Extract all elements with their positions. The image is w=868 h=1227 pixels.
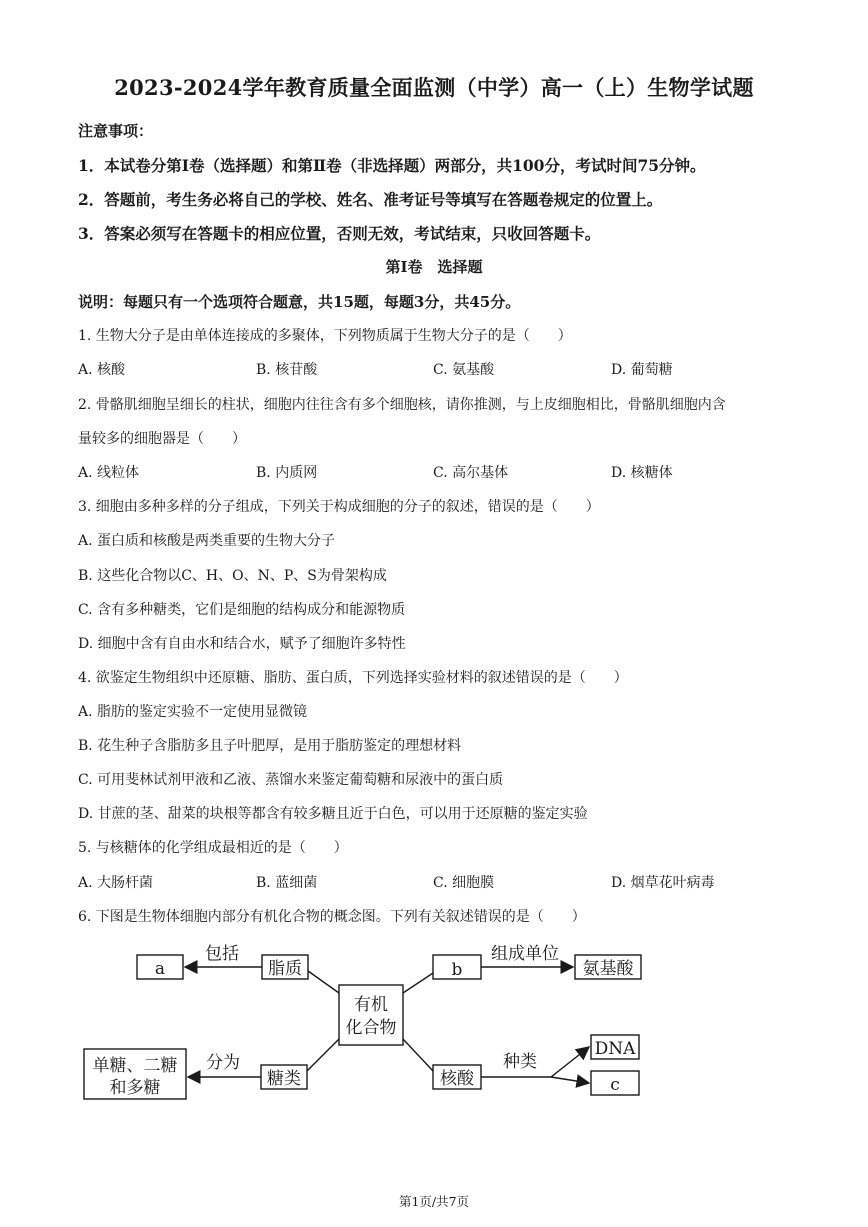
- section-description: 说明：每题只有一个选项符合题意，共15题，每题3分，共45分。: [78, 293, 521, 311]
- question-1-option-b: B. 核苷酸: [256, 362, 318, 378]
- question-1-option-d: D. 葡萄糖: [611, 362, 673, 378]
- question-4-option-b: B. 花生种子含脂肪多且子叶肥厚，是用于脂肪鉴定的理想材料: [78, 738, 462, 754]
- question-1-option-a: A. 核酸: [78, 362, 126, 378]
- question-5-option-b: B. 蓝细菌: [256, 875, 318, 891]
- notice-item: 3．答案必须写在答题卡的相应位置，否则无效，考试结束，只收回答题卡。: [78, 224, 601, 243]
- c-label: c: [610, 1075, 620, 1095]
- connector-b: [403, 973, 433, 993]
- question-4-option-c: C. 可用斐林试剂甲液和乙液、蒸馏水来鉴定葡萄糖和尿液中的蛋白质: [78, 772, 504, 788]
- lipid-target-label: a: [154, 959, 166, 979]
- dna-label: DNA: [594, 1039, 636, 1059]
- nucleic-label: 核酸: [440, 1069, 474, 1089]
- question-6-stem: 6. 下图是生物体细胞内部分有机化合物的概念图。下列有关叙述错误的是（ ）: [78, 909, 586, 925]
- page-footer: 第1页/共7页: [398, 1194, 470, 1209]
- concept-diagram: [75, 935, 675, 1115]
- question-2-option-a: A. 线粒体: [78, 465, 140, 481]
- question-4-option-d: D. 甘蔗的茎、甜菜的块根等都含有较多糖且近于白色，可以用于还原糖的鉴定实验: [78, 806, 588, 822]
- question-4-option-a: A. 脂肪的鉴定实验不一定使用显微镜: [78, 704, 308, 720]
- lipid-label: 脂质: [268, 959, 302, 979]
- question-4-stem: 4. 欲鉴定生物组织中还原糖、脂肪、蛋白质，下列选择实验材料的叙述错误的是（ ）: [78, 670, 628, 686]
- exam-title: 2023-2024学年教育质量全面监测（中学）高一（上）生物学试题: [114, 75, 754, 100]
- question-3-option-a: A. 蛋白质和核酸是两类重要的生物大分子: [78, 533, 336, 549]
- question-3-option-c: C. 含有多种糖类，它们是细胞的结构成分和能源物质: [78, 602, 406, 618]
- question-3-option-d: D. 细胞中含有自由水和结合水，赋予了细胞许多特性: [78, 636, 406, 652]
- question-2-option-b: B. 内质网: [256, 465, 318, 481]
- question-3-option-b: B. 这些化合物以C、H、O、N、P、S为骨架构成: [78, 568, 387, 584]
- notice-item: 2．答题前，考生务必将自己的学校、姓名、准考证号等填写在答题卷规定的位置上。: [78, 190, 663, 209]
- question-2-stem: 2. 骨骼肌细胞呈细长的柱状，细胞内往往含有多个细胞核，请你推测，与上皮细胞相比，骨骼肌细胞内含: [78, 397, 726, 413]
- nucleic-arrow-c: [551, 1077, 589, 1083]
- section-title: 第Ⅰ卷 选择题: [385, 258, 483, 276]
- question-1-option-c: C. 氨基酸: [433, 362, 495, 378]
- center-label-1: 有机: [354, 995, 388, 1015]
- nucleic-edge-label: 种类: [503, 1052, 537, 1072]
- center-label-2: 化合物: [345, 1018, 397, 1038]
- question-5-stem: 5. 与核糖体的化学组成最相近的是（ ）: [78, 840, 348, 856]
- sugar-label: 糖类: [267, 1069, 301, 1089]
- question-5-option-d: D. 烟草花叶病毒: [611, 875, 715, 891]
- question-5-option-a: A. 大肠杆菌: [78, 875, 154, 891]
- lipid-edge-label: 包括: [205, 944, 239, 964]
- sugar-edge-label: 分为: [206, 1053, 240, 1073]
- question-2-option-d: D. 核糖体: [611, 465, 673, 481]
- notice-heading: 注意事项：: [78, 122, 154, 140]
- question-5-option-c: C. 细胞膜: [433, 875, 495, 891]
- question-2-option-c: C. 高尔基体: [433, 465, 509, 481]
- b-target-label: 氨基酸: [582, 959, 634, 979]
- question-2-stem-cont: 量较多的细胞器是（ ）: [78, 431, 246, 447]
- question-1-stem: 1. 生物大分子是由单体连接成的多聚体，下列物质属于生物大分子的是（ ）: [78, 328, 572, 344]
- b-label: b: [451, 960, 463, 980]
- connector-sugar: [307, 1039, 339, 1071]
- sugar-target-label-1: 单糖、二糖: [92, 1056, 178, 1076]
- notice-item: 1．本试卷分第Ⅰ卷（选择题）和第Ⅱ卷（非选择题）两部分，共100分，考试时间75分钟。: [78, 156, 706, 175]
- connector-lipid: [308, 971, 339, 993]
- sugar-target-label-2: 和多糖: [109, 1078, 161, 1098]
- b-edge-label: 组成单位: [491, 944, 559, 964]
- question-3-stem: 3. 细胞由多种多样的分子组成，下列关于构成细胞的分子的叙述，错误的是（ ）: [78, 499, 600, 515]
- connector-nucleic: [403, 1039, 433, 1071]
